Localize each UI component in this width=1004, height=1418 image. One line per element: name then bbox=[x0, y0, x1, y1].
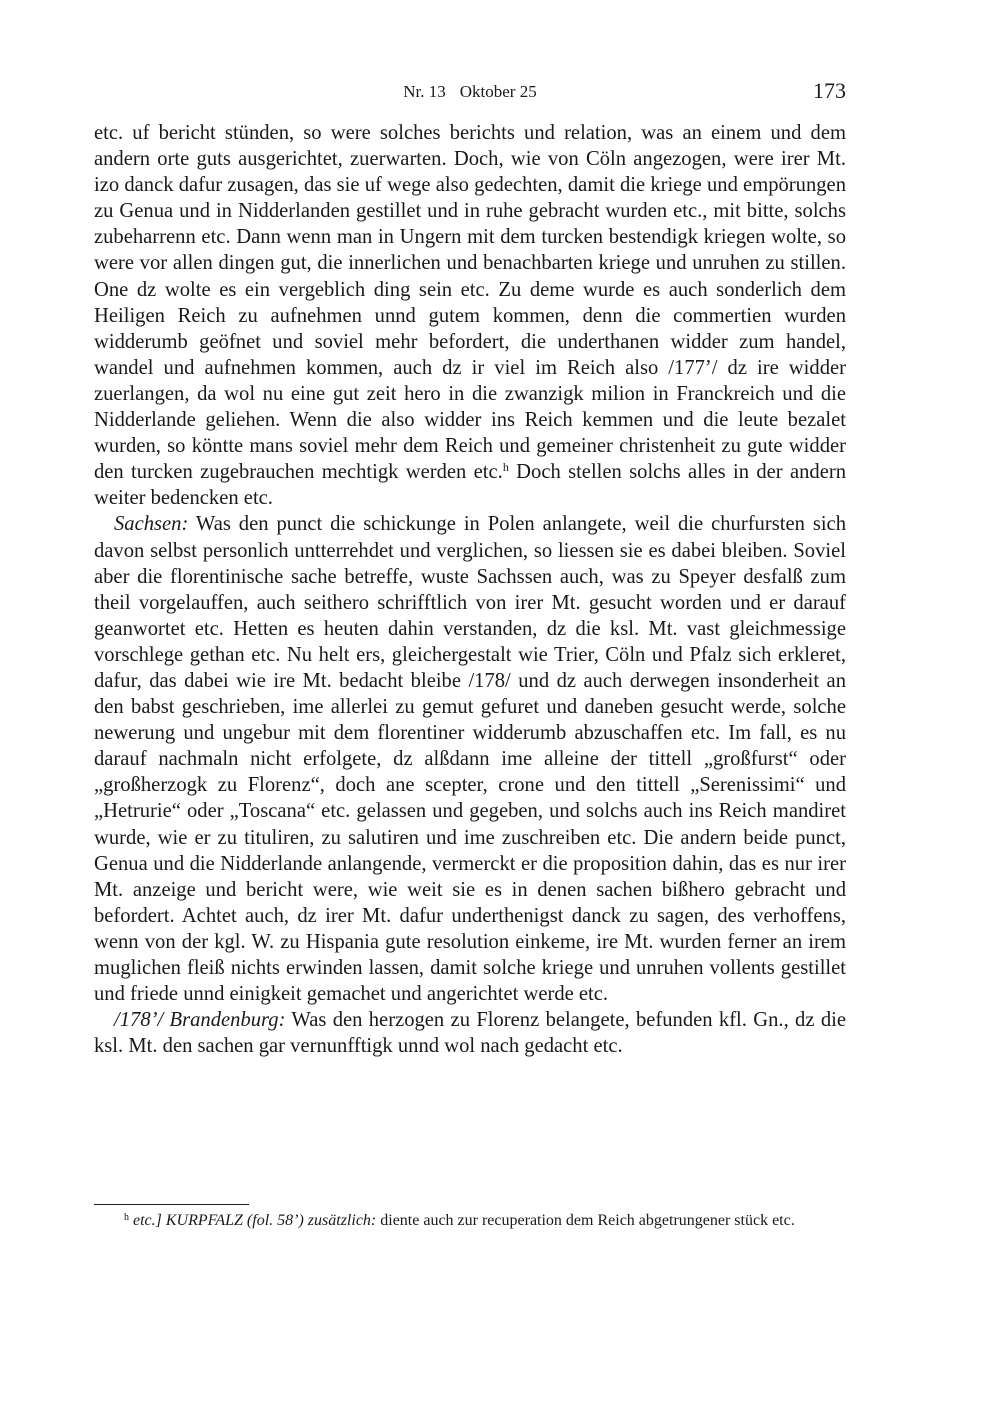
paragraph-brandenburg bbox=[94, 1007, 846, 1059]
footnote-mark: h bbox=[124, 1212, 129, 1223]
main-text bbox=[94, 120, 846, 1059]
speaker-label: /178’/ Brandenburg: bbox=[114, 1009, 286, 1032]
speaker-label: Sachsen: bbox=[114, 513, 189, 536]
running-head bbox=[94, 78, 846, 108]
footnote-text: diente auch zur recuperation dem Reich abgetrungener stück etc. bbox=[376, 1212, 795, 1229]
footnote-reference: h bbox=[502, 460, 509, 475]
paragraph-text: Was den punct die schickunge in Polen anlangete, weil die churfursten sich davon selbst personlich untterrehdet und verglichen, so liessen sie es dabei bleiben. Soviel aber die florentinische sache betreffe, wuste Sachssen auch, was zu Speyer desfalß zum theil vorgelauffen, auch seithero schrifftlich von irer Mt. gesucht worden und er darauf geanwortet etc. Hetten es heuten dahin verstanden, dz die ksl. Mt. vast gleichmessige vorschlege gethan etc. Nu helt ers, gleichergestalt wie Trier, Cöln und Pfalz sich erkleret, dafur, das dabei wie ire Mt. bedacht bleibe /178/ und dz auch derwegen insonderheit an den babst geschrieben, ime allerlei zu gemut gefuret und daneben gesucht werde, solche newerung und ungebur mit dem florentiner widderumb abzuschaffen etc. Im fall, es nu darauf nachmaln nicht erfolgete, dz alßdann ime alleine der tittell „großfurst“ oder „großherzogk zu Florenz“, doch ane scepter, crone und den tittell „Serenissimi“ und „Hetrurie“ oder „Toscana“ etc. gelassen und gegeben, und solchs auch ins Reich mandiret wurde, wie er zu tituliren, zu salutiren und ime zuschreiben etc. Die andern beide punct, Genua und die Nidderlande anlangende, vermerckt er die proposition dahin, das es nur irer Mt. anzeige und bericht were, wie weit sie es in denen sachen bißhero gebracht und befordert. Achtet auch, dz irer Mt. dafur underthenigst danck zu sagen, des verhoffens, wenn von der kgl. W. zu Hispania gute resolution einkeme, ire Mt. wurden ferner an irem muglichen fleiß nichts erwinden lassen, damit solche kriege und unruhen vollents gestillet und friede unnd einigkeit gemachet und angerichtet werde etc. bbox=[94, 513, 846, 1006]
running-head-title bbox=[94, 82, 846, 102]
document-number: Nr. 13 bbox=[403, 82, 446, 101]
paragraph-continuation bbox=[94, 120, 846, 511]
paragraph-text: etc. uf bericht stünden, so were solches berichts und relation, was an einem und dem andern orte guts ausgerichtet, zuerwarten. Doch, wie von Cöln angezogen, were irer Mt. izo danck dafur zusagen, das sie uf wege also gedechten, damit die kriege und empörungen zu Genua und in Nidderlanden gestillet und in ruhe gebracht wurden etc., mit bitte, solchs zubeharrenn etc. Dann wenn man in Ungern mit dem turcken bestendigk kriegen wolte, so were vor allen dingen gut, die innerlichen und benachbarten kriege und unruhen zu stillen. One dz wolte es ein vergeblich ding sein etc. Zu deme wurde es auch sonderlich dem Heiligen Reich zu aufnehmen unnd gutem kommen, denn die commertien wurden widderumb geöfnet und soviel mehr befordert, die underthanen widder zum handel, wandel und aufnehmen kommen, auch dz ir viel im Reich also /177’/ dz ire widder zuerlangen, da wol nu eine gut zeit hero in die zwanzigk milion in Franckreich und die Nidderlande geliehen. Wenn die also widder ins Reich kemmen und die leute bezalet wurden, so köntte mans soviel mehr dem Reich und gemeiner christenheit zu gute widder den turcken zugebrauchen mechtigk werden etc. bbox=[94, 122, 846, 484]
paragraph-sachsen bbox=[94, 511, 846, 1007]
paragraph-text: Was den herzogen zu Florenz belangete, befunden kfl. Gn., dz die ksl. Mt. den sachen gar vernunfftigk unnd wol nach gedacht etc. bbox=[94, 1009, 846, 1058]
page-number: 173 bbox=[813, 78, 846, 103]
footnote bbox=[94, 1210, 846, 1231]
footnote-lemma: etc.] KURPFALZ (fol. 58’) zusätzlich: bbox=[129, 1212, 377, 1229]
paragraph-text-end: Doch stellen solchs alles in der andern weiter bedencken etc. bbox=[94, 461, 846, 510]
footnote-rule bbox=[94, 1204, 249, 1205]
document-date: Oktober 25 bbox=[459, 82, 537, 101]
footnote-entry bbox=[94, 1210, 846, 1231]
